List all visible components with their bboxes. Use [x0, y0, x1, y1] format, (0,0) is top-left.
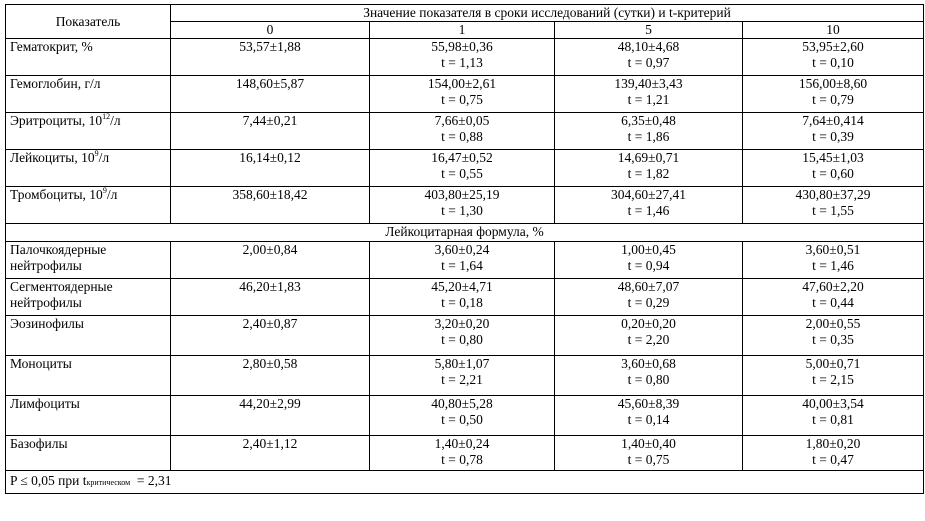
mean-value: 15,45±1,03 [802, 150, 864, 165]
t-value: t = 1,13 [441, 55, 483, 70]
value-cell: 148,60±5,87 [171, 76, 370, 113]
day-header: 0 [171, 22, 370, 39]
value-cell [370, 356, 555, 396]
row-label: Лимфоциты [6, 396, 171, 436]
table-row [6, 187, 924, 224]
label-exponent: 12 [102, 111, 111, 121]
table-row [6, 356, 924, 396]
t-value: t = 1,21 [627, 92, 670, 107]
row-label [6, 187, 171, 224]
footnote-row [6, 471, 924, 494]
value-cell [555, 242, 743, 279]
footnote [6, 471, 924, 494]
mean-value: 5,80±1,07 [434, 356, 490, 371]
value-cell [370, 279, 555, 316]
value-cell [555, 39, 743, 76]
t-value: t = 0,78 [441, 452, 483, 467]
indicator-header: Показатель [6, 5, 171, 39]
day-header: 10 [743, 22, 924, 39]
value-cell [743, 187, 924, 224]
table-row [6, 113, 924, 150]
value-cell [743, 76, 924, 113]
mean-value: 3,20±0,20 [434, 316, 490, 331]
mean-value: 154,00±2,61 [427, 76, 497, 91]
t-value: t = 2,20 [627, 332, 670, 347]
t-value: t = 0,47 [812, 452, 854, 467]
mean-value: 14,69±0,71 [617, 150, 680, 165]
row-label: Палочкоядерные нейтрофилы [6, 242, 171, 279]
mean-value: 2,00±0,55 [805, 316, 861, 331]
t-value: t = 0,80 [441, 332, 483, 347]
value-cell [370, 39, 555, 76]
t-value: t = 0,55 [441, 166, 483, 181]
t-value: t = 0,60 [812, 166, 854, 181]
footnote-subscript: критическом [86, 478, 131, 487]
table-row [6, 436, 924, 471]
mean-value: 40,80±5,28 [431, 396, 493, 411]
table-row [6, 396, 924, 436]
mean-value: 16,47±0,52 [431, 150, 493, 165]
footnote-text: P ≤ 0,05 при t [10, 473, 87, 488]
value-cell [370, 396, 555, 436]
value-cell: 44,20±2,99 [171, 396, 370, 436]
row-label: Базофилы [6, 436, 171, 471]
t-value: t = 0,50 [441, 412, 483, 427]
day-header: 5 [555, 22, 743, 39]
row-label: Гемоглобин, г/л [6, 76, 171, 113]
t-value: t = 2,15 [812, 372, 854, 387]
t-value: t = 0,44 [812, 295, 854, 310]
mean-value: 6,35±0,48 [621, 113, 676, 128]
mean-value: 3,60±0,68 [621, 356, 676, 371]
table-row [6, 150, 924, 187]
value-cell [555, 436, 743, 471]
value-cell [743, 113, 924, 150]
value-cell: 2,40±1,12 [171, 436, 370, 471]
t-value: t = 1,64 [441, 258, 483, 273]
mean-value: 48,10±4,68 [617, 39, 680, 54]
value-cell: 53,57±1,88 [171, 39, 370, 76]
t-value: t = 0,75 [441, 92, 483, 107]
mean-value: 45,20±4,71 [431, 279, 493, 294]
mean-value: 40,00±3,54 [802, 396, 864, 411]
label-text: Тромбоциты, 10 [10, 187, 103, 202]
value-cell [555, 76, 743, 113]
t-value: t = 0,88 [441, 129, 483, 144]
value-cell [555, 113, 743, 150]
section-title: Лейкоцитарная формула, % [6, 224, 924, 242]
t-value: t = 0,14 [627, 412, 670, 427]
value-cell [743, 396, 924, 436]
value-cell: 2,00±0,84 [171, 242, 370, 279]
label-unit: /л [106, 187, 118, 202]
t-value: t = 1,30 [441, 203, 483, 218]
t-value: t = 0,81 [812, 412, 854, 427]
row-label: Моноциты [6, 356, 171, 396]
mean-value: 1,80±0,20 [805, 436, 861, 451]
mean-value: 430,80±37,29 [795, 187, 871, 202]
day-header: 1 [370, 22, 555, 39]
t-value: t = 1,46 [627, 203, 670, 218]
t-value: t = 0,97 [627, 55, 670, 70]
t-value: t = 0,18 [441, 295, 483, 310]
label-text: Эритроциты, 10 [10, 113, 103, 128]
label-exponent: 9 [94, 148, 99, 158]
table-row [6, 242, 924, 279]
value-cell: 16,14±0,12 [171, 150, 370, 187]
row-label [6, 150, 171, 187]
row-label: Сегментоядерные нейтрофилы [6, 279, 171, 316]
value-cell [370, 242, 555, 279]
value-cell [370, 436, 555, 471]
value-cell [555, 187, 743, 224]
mean-value: 304,60±27,41 [611, 187, 686, 202]
row-label: Гематокрит, % [6, 39, 171, 76]
value-cell [370, 316, 555, 356]
mean-value: 139,40±3,43 [614, 76, 683, 91]
value-cell [743, 316, 924, 356]
blood-indicators-table [5, 4, 924, 494]
value-cell [555, 396, 743, 436]
mean-value: 55,98±0,36 [431, 39, 493, 54]
t-value: t = 0,75 [627, 452, 670, 467]
value-cell [370, 187, 555, 224]
label-text: Лейкоциты, 10 [10, 150, 95, 165]
t-value: t = 0,79 [812, 92, 854, 107]
value-cell [555, 279, 743, 316]
table-row [6, 39, 924, 76]
t-value: t = 0,39 [812, 129, 854, 144]
value-cell [555, 316, 743, 356]
value-cell: 2,80±0,58 [171, 356, 370, 396]
mean-value: 3,60±0,24 [434, 242, 490, 257]
mean-value: 3,60±0,51 [805, 242, 861, 257]
mean-value: 1,00±0,45 [621, 242, 676, 257]
value-cell [370, 150, 555, 187]
value-cell [743, 150, 924, 187]
label-exponent: 9 [102, 185, 107, 195]
value-cell [743, 356, 924, 396]
t-value: t = 1,55 [812, 203, 854, 218]
t-value: t = 0,94 [627, 258, 670, 273]
mean-value: 45,60±8,39 [617, 396, 680, 411]
value-cell [743, 436, 924, 471]
table-row [6, 279, 924, 316]
value-cell [555, 150, 743, 187]
footnote-value: = 2,31 [130, 473, 172, 488]
mean-value: 53,95±2,60 [802, 39, 864, 54]
t-value: t = 0,29 [627, 295, 670, 310]
mean-value: 403,80±25,19 [424, 187, 500, 202]
table-row [6, 316, 924, 356]
value-cell: 46,20±1,83 [171, 279, 370, 316]
label-unit: /л [98, 150, 110, 165]
mean-value: 7,66±0,05 [434, 113, 490, 128]
table-row [6, 76, 924, 113]
t-value: t = 2,21 [441, 372, 483, 387]
mean-value: 0,20±0,20 [621, 316, 676, 331]
mean-value: 47,60±2,20 [802, 279, 864, 294]
label-unit: /л [110, 113, 121, 128]
t-value: t = 0,10 [812, 55, 854, 70]
section-row [6, 224, 924, 242]
value-cell [743, 39, 924, 76]
t-value: t = 0,35 [812, 332, 854, 347]
t-value: t = 1,86 [627, 129, 670, 144]
value-cell [743, 279, 924, 316]
t-value: t = 0,80 [627, 372, 670, 387]
header-row-top [6, 5, 924, 22]
row-label: Эозинофилы [6, 316, 171, 356]
mean-value: 1,40±0,40 [621, 436, 676, 451]
t-value: t = 1,46 [812, 258, 854, 273]
mean-value: 156,00±8,60 [798, 76, 868, 91]
mean-value: 7,64±0,414 [802, 113, 864, 128]
value-cell: 358,60±18,42 [171, 187, 370, 224]
value-cell [370, 76, 555, 113]
value-cell [555, 356, 743, 396]
value-cell: 2,40±0,87 [171, 316, 370, 356]
row-label [6, 113, 171, 150]
t-value: t = 1,82 [627, 166, 670, 181]
group-title-header: Значение показателя в сроки исследований (сутки) и t-критерий [171, 5, 924, 22]
value-cell [370, 113, 555, 150]
value-cell [743, 242, 924, 279]
value-cell: 7,44±0,21 [171, 113, 370, 150]
mean-value: 5,00±0,71 [805, 356, 861, 371]
mean-value: 48,60±7,07 [617, 279, 680, 294]
mean-value: 1,40±0,24 [434, 436, 490, 451]
